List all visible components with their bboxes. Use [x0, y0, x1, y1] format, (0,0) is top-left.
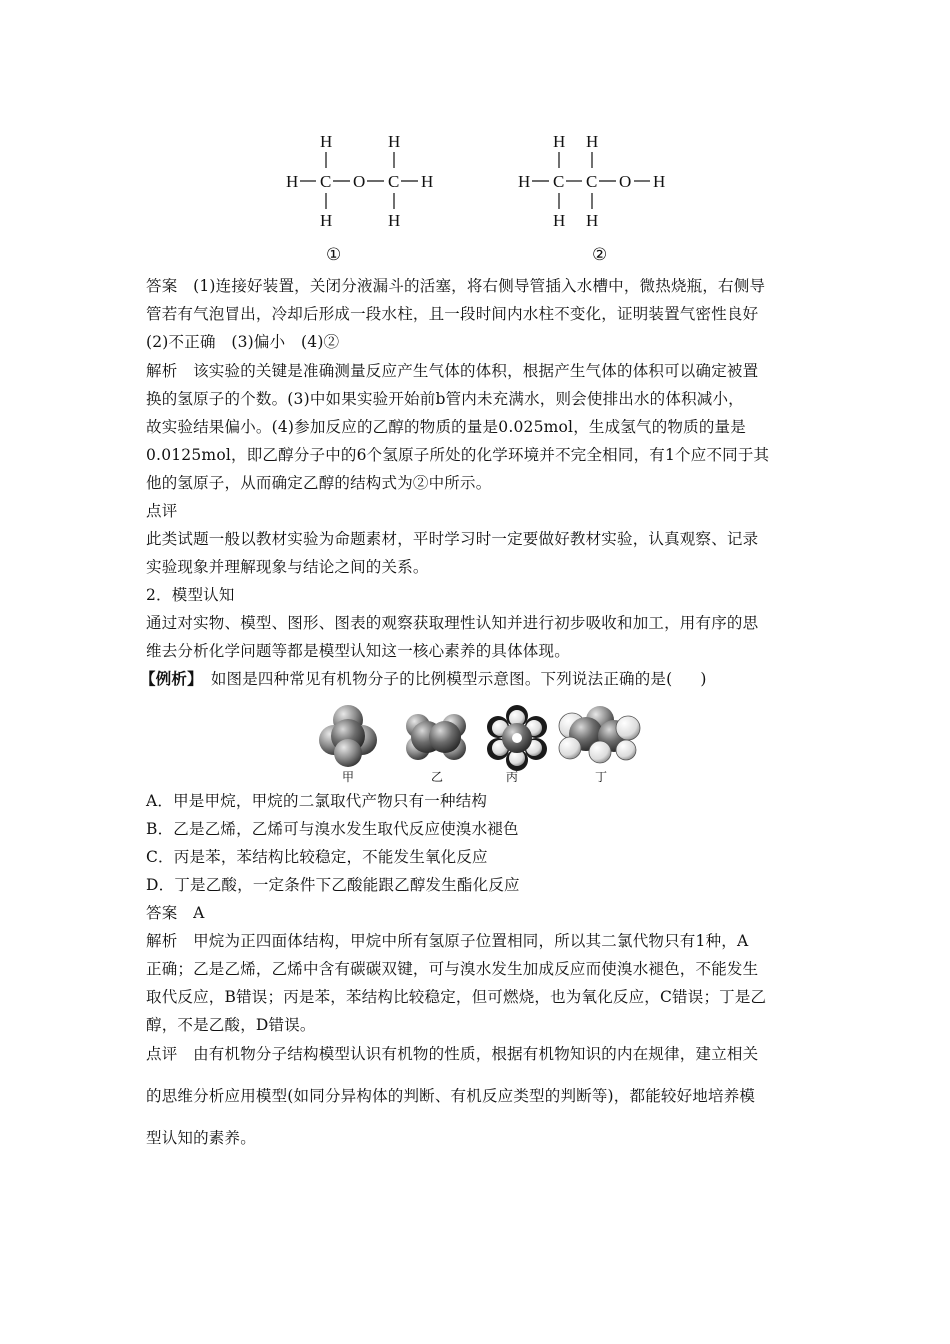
analysis2-line3: 取代反应，B错误；丙是苯，苯结构比较稳定，但可燃烧，也为氧化反应，C错误；丁是乙 — [146, 988, 767, 1006]
analysis2-line4: 醇，不是乙酸，D错误。 — [146, 1016, 316, 1034]
structure-ethanol — [518, 132, 665, 265]
molecule-models — [0, 698, 950, 798]
analysis1-line1: 解析 该实验的关键是准确测量反应产生气体的体积，根据产生气体的体积可以确定被置 — [146, 362, 759, 380]
s1-label: ① — [326, 245, 342, 265]
section2-line2: 维去分析化学问题等都是模型认知这一核心素养的具体体现。 — [146, 642, 570, 660]
analysis1-line4: 0.0125mol，即乙醇分子中的6个氢原子所处的化学环境并不完全相同，有1个应不同于其 — [146, 446, 770, 464]
s2-atom-c1: C — [553, 172, 565, 191]
answer1-line1: 答案 (1)连接好装置，关闭分液漏斗的活塞，将右侧导管插入水槽中，微热烧瓶，右侧导 — [146, 277, 766, 295]
molecule-label-bing: 丙 — [505, 770, 519, 784]
molecule-ding-model — [559, 706, 640, 763]
s2-atom-c2: C — [586, 172, 598, 191]
analysis1-line5: 他的氢原子，从而确定乙醇的结构式为②中所示。 — [146, 474, 492, 492]
analysis2-line1: 解析 甲烷为正四面体结构，甲烷中所有氢原子位置相同，所以其二氯代物只有1种，A — [146, 932, 749, 950]
molecule-jia-model — [319, 705, 377, 767]
s1-atom-h-left: H — [286, 172, 299, 191]
s2-bottom-h-left: H — [553, 211, 566, 230]
example-question-end: ) — [700, 670, 707, 688]
structural-formulas — [0, 0, 950, 270]
s2-label: ② — [592, 245, 608, 265]
option-b: B．乙是乙烯，乙烯可与溴水发生取代反应使溴水褪色 — [146, 820, 519, 838]
comment1-heading: 点评 — [146, 502, 178, 520]
s2-bottom-h-right: H — [586, 211, 599, 230]
s2-atom-h-left: H — [518, 172, 531, 191]
comment1-line2: 实验现象并理解现象与结论之间的关系。 — [146, 558, 429, 576]
analysis1-line3: 故实验结果偏小。(4)参加反应的乙醇的物质的量是0.025mol，生成氢气的物质的量是 — [146, 418, 746, 436]
s2-top-h-left: H — [553, 132, 566, 151]
s2-atom-h-right: H — [653, 172, 666, 191]
analysis2-line2: 正确；乙是乙烯，乙烯中含有碳碳双键，可与溴水发生加成反应而使溴水褪色，不能发生 — [146, 960, 759, 978]
molecule-yi-model — [406, 714, 466, 760]
section2-line1: 通过对实物、模型、图形、图表的观察获取理性认知并进行初步吸收和加工，用有序的思 — [146, 614, 759, 632]
answer1-line2: 管若有气泡冒出，冷却后形成一段水柱，且一段时间内水柱不变化，证明装置气密性良好 — [146, 305, 759, 323]
comment2-line1: 点评 由有机物分子结构模型认识有机物的性质，根据有机物知识的内在规律，建立相关 — [146, 1045, 759, 1063]
example-tag: 【例析】 — [140, 669, 203, 688]
option-a: A．甲是甲烷，甲烷的二氯取代产物只有一种结构 — [146, 792, 488, 810]
answer1-line3: (2)不正确 (3)偏小 (4)② — [146, 333, 340, 351]
structure-dimethyl-ether — [286, 132, 433, 265]
s1-top-h-right: H — [388, 132, 401, 151]
s1-top-h-left: H — [320, 132, 333, 151]
s1-bottom-h-left: H — [320, 211, 333, 230]
example-question-line — [140, 669, 805, 689]
analysis1-line2: 换的氢原子的个数。(3)中如果实验开始前b管内未充满水，则会使排出水的体积减小， — [146, 390, 744, 408]
option-d: D．丁是乙酸，一定条件下乙酸能跟乙醇发生酯化反应 — [146, 876, 520, 894]
answer2: 答案 A — [146, 904, 205, 922]
comment1-line1: 此类试题一般以教材实验为命题素材，平时学习时一定要做好教材实验，认真观察、记录 — [146, 530, 759, 548]
section2-title: 2．模型认知 — [146, 586, 235, 604]
s1-bottom-h-right: H — [388, 211, 401, 230]
molecule-label-ding: 丁 — [594, 770, 608, 784]
example-question: 如图是四种常见有机物分子的比例模型示意图。下列说法正确的是( — [210, 670, 673, 688]
s1-atom-h-right: H — [421, 172, 434, 191]
s1-atom-c1: C — [320, 172, 332, 191]
s2-top-h-right: H — [586, 132, 599, 151]
s2-atom-o: O — [619, 172, 632, 191]
option-c: C．丙是苯，苯结构比较稳定，不能发生氧化反应 — [146, 848, 488, 866]
comment2-line2: 的思维分析应用模型(如同分异构体的判断、有机反应类型的判断等)，都能较好地培养模 — [146, 1087, 756, 1105]
s1-atom-c2: C — [388, 172, 400, 191]
molecule-label-yi: 乙 — [430, 770, 444, 784]
molecule-bing-model — [487, 705, 547, 771]
molecule-label-jia: 甲 — [341, 770, 355, 784]
s1-atom-o: O — [353, 172, 366, 191]
comment2-line3: 型认知的素养。 — [146, 1129, 256, 1147]
